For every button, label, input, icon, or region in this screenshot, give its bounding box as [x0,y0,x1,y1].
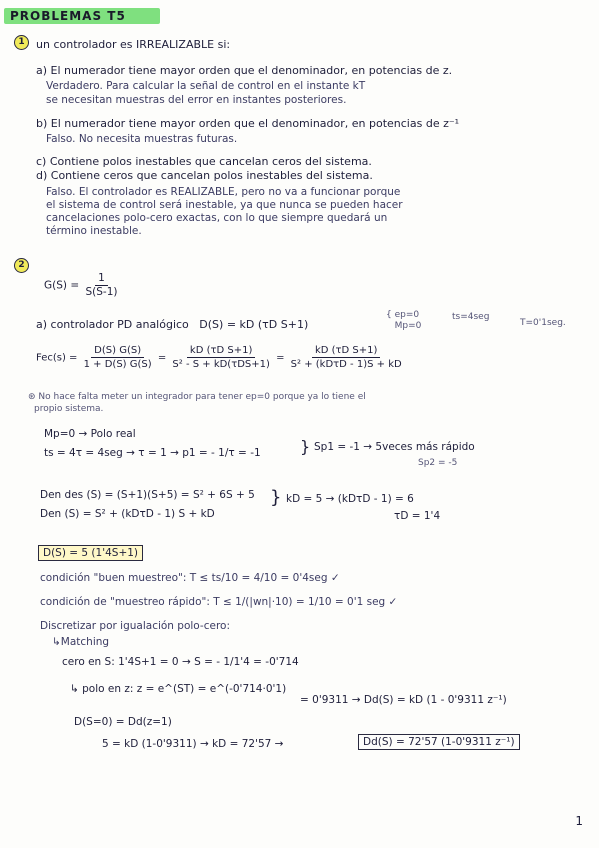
fec-lhs: Fec(s) = [36,352,78,364]
gs-den: S(S-1) [85,286,118,298]
p1-answer-d-line3: cancelaciones polo-cero exactas, con lo que siempre quedará un [46,212,388,224]
ds-result-box: D(S) = 5 (1'4S+1) [38,545,143,561]
p1-answer-d-line1: Falso. El controlador es REALIZABLE, pero no va a funcionar porque [46,186,401,198]
spec-mp: Mp=0 [394,321,422,331]
p1-option-d: d) Contiene ceros que cancelan polos inestables del sistema. [36,169,373,182]
gs-num: 1 [95,272,108,286]
ts-line: ts = 4τ = 4seg → τ = 1 → p1 = - 1/τ = -1 [44,447,261,459]
brace-1: } [300,437,311,456]
mp-line: Mp=0 → Polo real [44,428,136,440]
page-number: 1 [575,814,583,828]
gs-equation [44,272,120,299]
den-des-line: Den des (S) = (S+1)(S+5) = S² + 6S + 5 [40,489,255,501]
sp1-line: Sp1 = -1 → 5veces más rápido [314,441,475,453]
sp2-line: Sp2 = -5 [418,458,458,468]
p1-answer-a-line1: Verdadero. Para calcular la señal de control en el instante kT [46,80,366,92]
f2-den: S² - S + kD(τDS+1) [172,359,270,370]
discretizar-line: Discretizar por igualación polo-cero: [40,620,230,632]
cond-muestreo-rapido: condición de "muestreo rápido": T ≤ 1/(|wn|·10) = 1/10 = 0'1 seg ✓ [40,596,398,608]
p1-answer-d-line4: término inestable. [46,225,142,237]
f3-den: S² + (kDτD - 1)S + kD [290,359,402,370]
p1-option-c: c) Contiene polos inestables que cancelan ceros del sistema. [36,155,372,168]
p1-answer-b: Falso. No necesita muestras futuras. [46,133,238,145]
note-line1: ⊛ No hace falta meter un integrador para tener ep=0 porque ya lo tiene el [28,392,366,402]
f2-num: kD (τD S+1) [187,344,255,358]
note-line2: propio sistema. [34,404,104,414]
gs-fraction [82,272,120,299]
spec-T: T=0'1seg. [520,318,566,328]
p1-option-a: a) El numerador tiene mayor orden que el denominador, en potencias de z. [36,64,453,77]
page-title: PROBLEMAS T5 [4,8,160,24]
td-line: τD = 1'4 [394,510,441,522]
den-line: Den (S) = S² + (kDτD - 1) S + kD [40,508,215,520]
p2-a-formula: D(S) = kD (τD S+1) [199,318,309,331]
spec-ts: ts=4seg [452,312,490,322]
p2-part-a [36,318,308,331]
kd-line: kD = 5 → (kDτD - 1) = 6 [286,493,414,505]
fec-equation: Fec(s) = $\frac{D(S) G(S)}{1 + D(S) G(S)}$ = $\frac{\text{kD (τD S+1)}}{\text{S² - S + kD(τDS+1)}}$ = $\frac{\text{kD (τD S+1)}}{\text{S² + (kDτD - 1)S + kD}}$ [36,344,405,371]
f3-num: kD (τD S+1) [312,344,380,358]
kd-final-line: 5 = kD (1-0'9311) → kD = 72'57 → [102,738,284,750]
brace-2: } [270,487,282,508]
gs-lhs: G(S) = [44,279,80,292]
f1-num: D(S) G(S) [91,344,144,358]
spec-ep: ep=0 [394,310,420,320]
p1-option-b: b) El numerador tiene mayor orden que el denominador, en potencias de z⁻¹ [36,117,460,130]
pole-line-2: = 0'9311 → Dd(S) = kD (1 - 0'9311 z⁻¹) [300,694,507,706]
zero-line: cero en S: 1'4S+1 = 0 → S = - 1/1'4 = -0'714 [62,656,299,668]
p2-a-label: a) controlador PD analógico [36,318,189,331]
p1-answer-d-line2: el sistema de control será inestable, ya que nunca se pueden hacer [46,199,403,211]
final-result-box: Dd(S) = 72'57 (1-0'9311 z⁻¹) [358,734,520,750]
problem-2-number: 2 [14,258,29,273]
f1-den: 1 + D(S) G(S) [83,359,152,370]
cond-buen-muestreo: condición "buen muestreo": T ≤ ts/10 = 4/10 = 0'4seg ✓ [40,572,340,584]
spec-brace: { ep=0 Mp=0 [386,310,422,331]
pole-line: ↳ polo en z: z = e^(ST) = e^(-0'714·0'1) [70,683,287,695]
problem-1-number: 1 [14,35,29,50]
fec-frac-1 [81,344,155,371]
fec-frac-3 [288,344,405,371]
fec-frac-2 [169,344,273,371]
matching-line: ↳Matching [52,636,110,648]
p1-answer-a-line2: se necesitan muestras del error en instantes posteriores. [46,94,347,106]
d0-line: D(S=0) = Dd(z=1) [74,716,172,728]
p1-question: un controlador es IRREALIZABLE si: [36,38,231,51]
